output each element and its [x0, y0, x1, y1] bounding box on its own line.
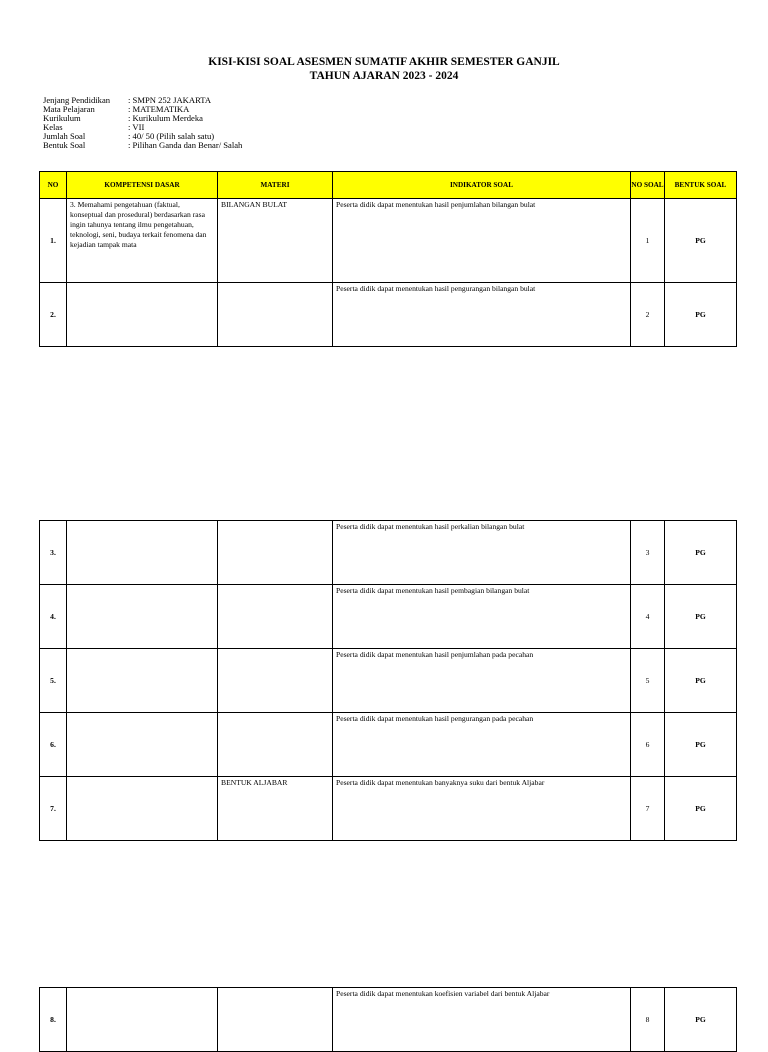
document-subtitle: TAHUN AJARAN 2023 - 2024 [309, 70, 459, 82]
row-number: 1. [40, 199, 67, 283]
kompetensi-cell [67, 649, 218, 713]
table-row [40, 713, 737, 777]
kisi-kisi-table-continued [39, 520, 737, 841]
header-bentuk: BENTUK SOAL [665, 172, 737, 199]
document-title: KISI-KISI SOAL ASESMEN SUMATIF AKHIR SEMESTER GANJIL [208, 56, 560, 68]
no-soal-cell: 5 [631, 649, 665, 713]
materi-cell: BILANGAN BULAT [218, 199, 333, 283]
row-number: 3. [40, 521, 67, 585]
info-value: : 40/ 50 (Pilih salah satu) [128, 130, 215, 141]
no-soal-cell: 7 [631, 777, 665, 841]
kompetensi-cell [67, 988, 218, 1052]
info-label: Jumlah Soal [43, 130, 86, 141]
bentuk-soal-cell: PG [665, 521, 737, 585]
info-value: : VII [128, 121, 145, 132]
info-value: : Kurikulum Merdeka [128, 112, 203, 123]
materi-cell [218, 521, 333, 585]
kompetensi-cell [67, 283, 218, 347]
materi-cell [218, 713, 333, 777]
row-number: 4. [40, 585, 67, 649]
kisi-kisi-table [39, 171, 737, 347]
info-label: Bentuk Soal [43, 139, 86, 150]
indikator-cell: Peserta didik dapat menentukan hasil perkalian bilangan bulat [333, 521, 631, 585]
materi-cell: BENTUK ALJABAR [218, 777, 333, 841]
no-soal-cell: 2 [631, 283, 665, 347]
indikator-cell: Peserta didik dapat menentukan hasil pengurangan bilangan bulat [333, 283, 631, 347]
indikator-cell: Peserta didik dapat menentukan hasil pengurangan pada pecahan [333, 713, 631, 777]
table-row [40, 521, 737, 585]
table-row [40, 649, 737, 713]
indikator-cell: Peserta didik dapat menentukan hasil penjumlahan pada pecahan [333, 649, 631, 713]
table-row [40, 777, 737, 841]
kompetensi-cell: 3. Memahami pengetahuan (faktual, konseptual dan prosedural) berdasarkan rasa ingin tahunya tentang ilmu pengetahuan, teknologi, seni, budaya terkait fenomena dan kejadian tampak mata [67, 199, 218, 283]
bentuk-soal-cell: PG [665, 585, 737, 649]
header-indikator: INDIKATOR SOAL [333, 172, 631, 199]
row-number: 6. [40, 713, 67, 777]
bentuk-soal-cell: PG [665, 777, 737, 841]
row-number: 5. [40, 649, 67, 713]
indikator-cell: Peserta didik dapat menentukan koefisien variabel dari bentuk Aljabar [333, 988, 631, 1052]
kompetensi-cell [67, 713, 218, 777]
header-no-soal: NO SOAL [631, 172, 665, 199]
materi-cell [218, 649, 333, 713]
document-info [43, 96, 242, 149]
info-label: Mata Pelajaran [43, 103, 95, 114]
header-kompetensi: KOMPETENSI DASAR [67, 172, 218, 199]
table-row [40, 199, 737, 283]
bentuk-soal-cell: PG [665, 283, 737, 347]
info-row-bentuk [43, 141, 242, 150]
kompetensi-cell [67, 777, 218, 841]
info-value: : Pilihan Ganda dan Benar/ Salah [128, 139, 243, 150]
no-soal-cell: 1 [631, 199, 665, 283]
indikator-cell: Peserta didik dapat menentukan banyaknya suku dari bentuk Aljabar [333, 777, 631, 841]
kompetensi-cell [67, 521, 218, 585]
no-soal-cell: 3 [631, 521, 665, 585]
materi-cell [218, 283, 333, 347]
materi-cell [218, 585, 333, 649]
table-header-row [40, 172, 737, 199]
header-no: NO [40, 172, 67, 199]
materi-cell [218, 988, 333, 1052]
no-soal-cell: 4 [631, 585, 665, 649]
info-label: Kelas [43, 121, 63, 132]
bentuk-soal-cell: PG [665, 988, 737, 1052]
bentuk-soal-cell: PG [665, 713, 737, 777]
info-label: Kurikulum [43, 112, 81, 123]
info-value: : SMPN 252 JAKARTA [128, 95, 212, 105]
table-row [40, 283, 737, 347]
bentuk-soal-cell: PG [665, 649, 737, 713]
indikator-cell: Peserta didik dapat menentukan hasil penjumlahan bilangan bulat [333, 199, 631, 283]
header-materi: MATERI [218, 172, 333, 199]
row-number: 7. [40, 777, 67, 841]
row-number: 8. [40, 988, 67, 1052]
no-soal-cell: 8 [631, 988, 665, 1052]
bentuk-soal-cell: PG [665, 199, 737, 283]
no-soal-cell: 6 [631, 713, 665, 777]
row-number: 2. [40, 283, 67, 347]
kisi-kisi-table-continued-2 [39, 987, 737, 1052]
table-row [40, 585, 737, 649]
info-value: : MATEMATIKA [128, 103, 190, 114]
info-label: Jenjang Pendidikan [43, 95, 111, 105]
indikator-cell: Peserta didik dapat menentukan hasil pembagian bilangan bulat [333, 585, 631, 649]
table-row [40, 988, 737, 1052]
kompetensi-cell [67, 585, 218, 649]
